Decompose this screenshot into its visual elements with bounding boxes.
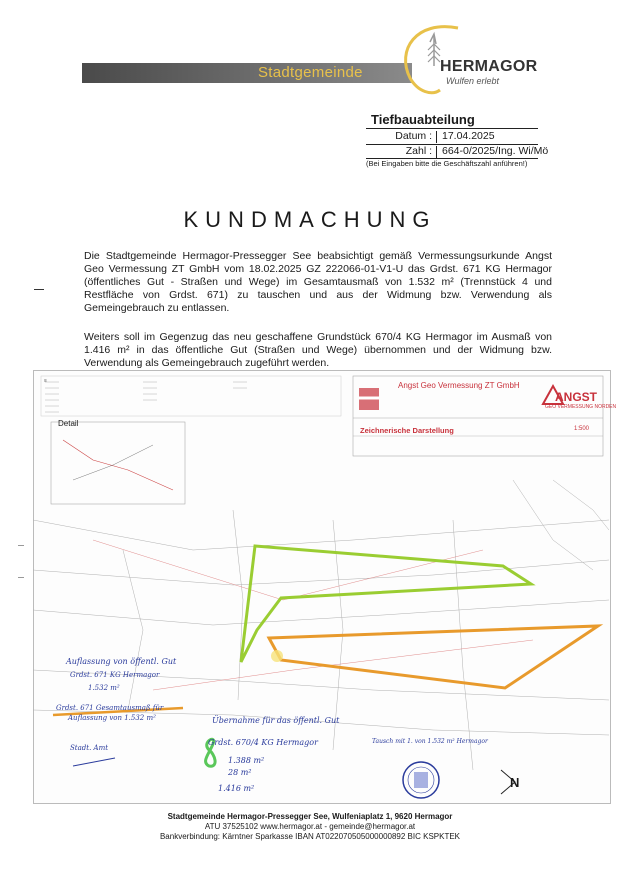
number-value: 664-0/2025/Ing. Wi/Mö [442,145,549,157]
banner-text: Stadtgemeinde [258,64,363,81]
number-label: Zahl : [405,145,432,157]
department-heading: Tiefbauabteilung [371,112,475,127]
survey-plan-drawing [33,370,609,802]
handwritten-note: Auflassung von 1.532 m² [68,714,156,722]
plan-scale: 1:500 [574,426,590,432]
handwritten-note: 1.388 m² [228,756,265,765]
plan-title: Zeichnerische Darstellung [360,426,454,435]
handwritten-note: Grdst. 671 Gesamtausmaß für [56,704,164,712]
date-value: 17.04.2025 [442,130,495,142]
angst-logo-subtitle: GEO VERMESSUNG NORDEN [545,404,617,410]
meta-separator [436,146,437,158]
document-title: KUNDMACHUNG [183,207,437,232]
logo-subtitle: Wulfen erlebt [446,76,500,86]
handwritten-note: 28 m² [228,768,252,777]
logo-name: HERMAGOR [440,58,538,75]
margin-mark [34,289,44,290]
legend-block: ≡ [44,378,47,384]
handwritten-note: Grdst. 671 KG Hermagor [70,671,160,679]
paragraph-1: Die Stadtgemeinde Hermagor-Pressegger See beabsichtigt gemäß Vermessungsurkunde Angst Geo Vermessung ZT GmbH vom 18.02.2025 GZ 222066-01-V1-U das Grdst. 671 KG Hermagor (öffentliches Gut - Straßen und Wege) im Gesamtausmaß von 1.532 m² (Trennstück 4 und Restfläche von Grdst. 671) zu tauschen und aus der Widmung bzw. Verwendung als Gemeingebrauch zu entlassen. [84,250,552,314]
meta-separator [436,131,437,143]
date-label: Datum : [395,130,432,142]
handwritten-note: 1.416 m² [218,784,255,793]
handwritten-note: Grdst. 670/4 KG Hermagor [208,738,318,747]
surveyor-company: Angst Geo Vermessung ZT GmbH [398,381,520,390]
north-arrow-label: N [510,775,520,790]
handwritten-note: Stadt. Amt [70,744,109,752]
footer-bank: Bankverbindung: Kärntner Sparkasse IBAN AT022070505000000892 BIC KSPKTEK [159,832,461,841]
footer-contact: ATU 37525102 www.hermagor.at - gemeinde@hermagor.at [204,822,416,831]
handwritten-note: Tausch mit 1. von 1.532 m² Hermagor [372,738,488,745]
paragraph-2: Weiters soll im Gegenzug das neu geschaffene Grundstück 670/4 KG Hermagor im Ausmaß von 1.416 m² in das öffentliche Gut (Straßen und Wege) übernommen und der Widmung bzw. Verwendung als Gemeingebrauch zugeführt werden. [84,331,552,369]
handwritten-note: 1.532 m² [88,684,120,692]
angst-logo-text: ANGST [555,390,597,404]
margin-mark [18,577,24,578]
handwritten-note: Auflassung von öffentl. Gut [66,657,177,666]
footer-address: Stadtgemeinde Hermagor-Pressegger See, Wulfeniaplatz 1, 9620 Hermagor [167,812,453,821]
meta-divider [366,128,538,129]
reference-note: (Bei Eingaben bitte die Geschäftszahl anführen!) [366,159,528,168]
margin-mark [18,545,24,546]
detail-label: Detail [58,419,79,428]
handwritten-note: Übernahme für das öffentl. Gut [212,716,340,725]
